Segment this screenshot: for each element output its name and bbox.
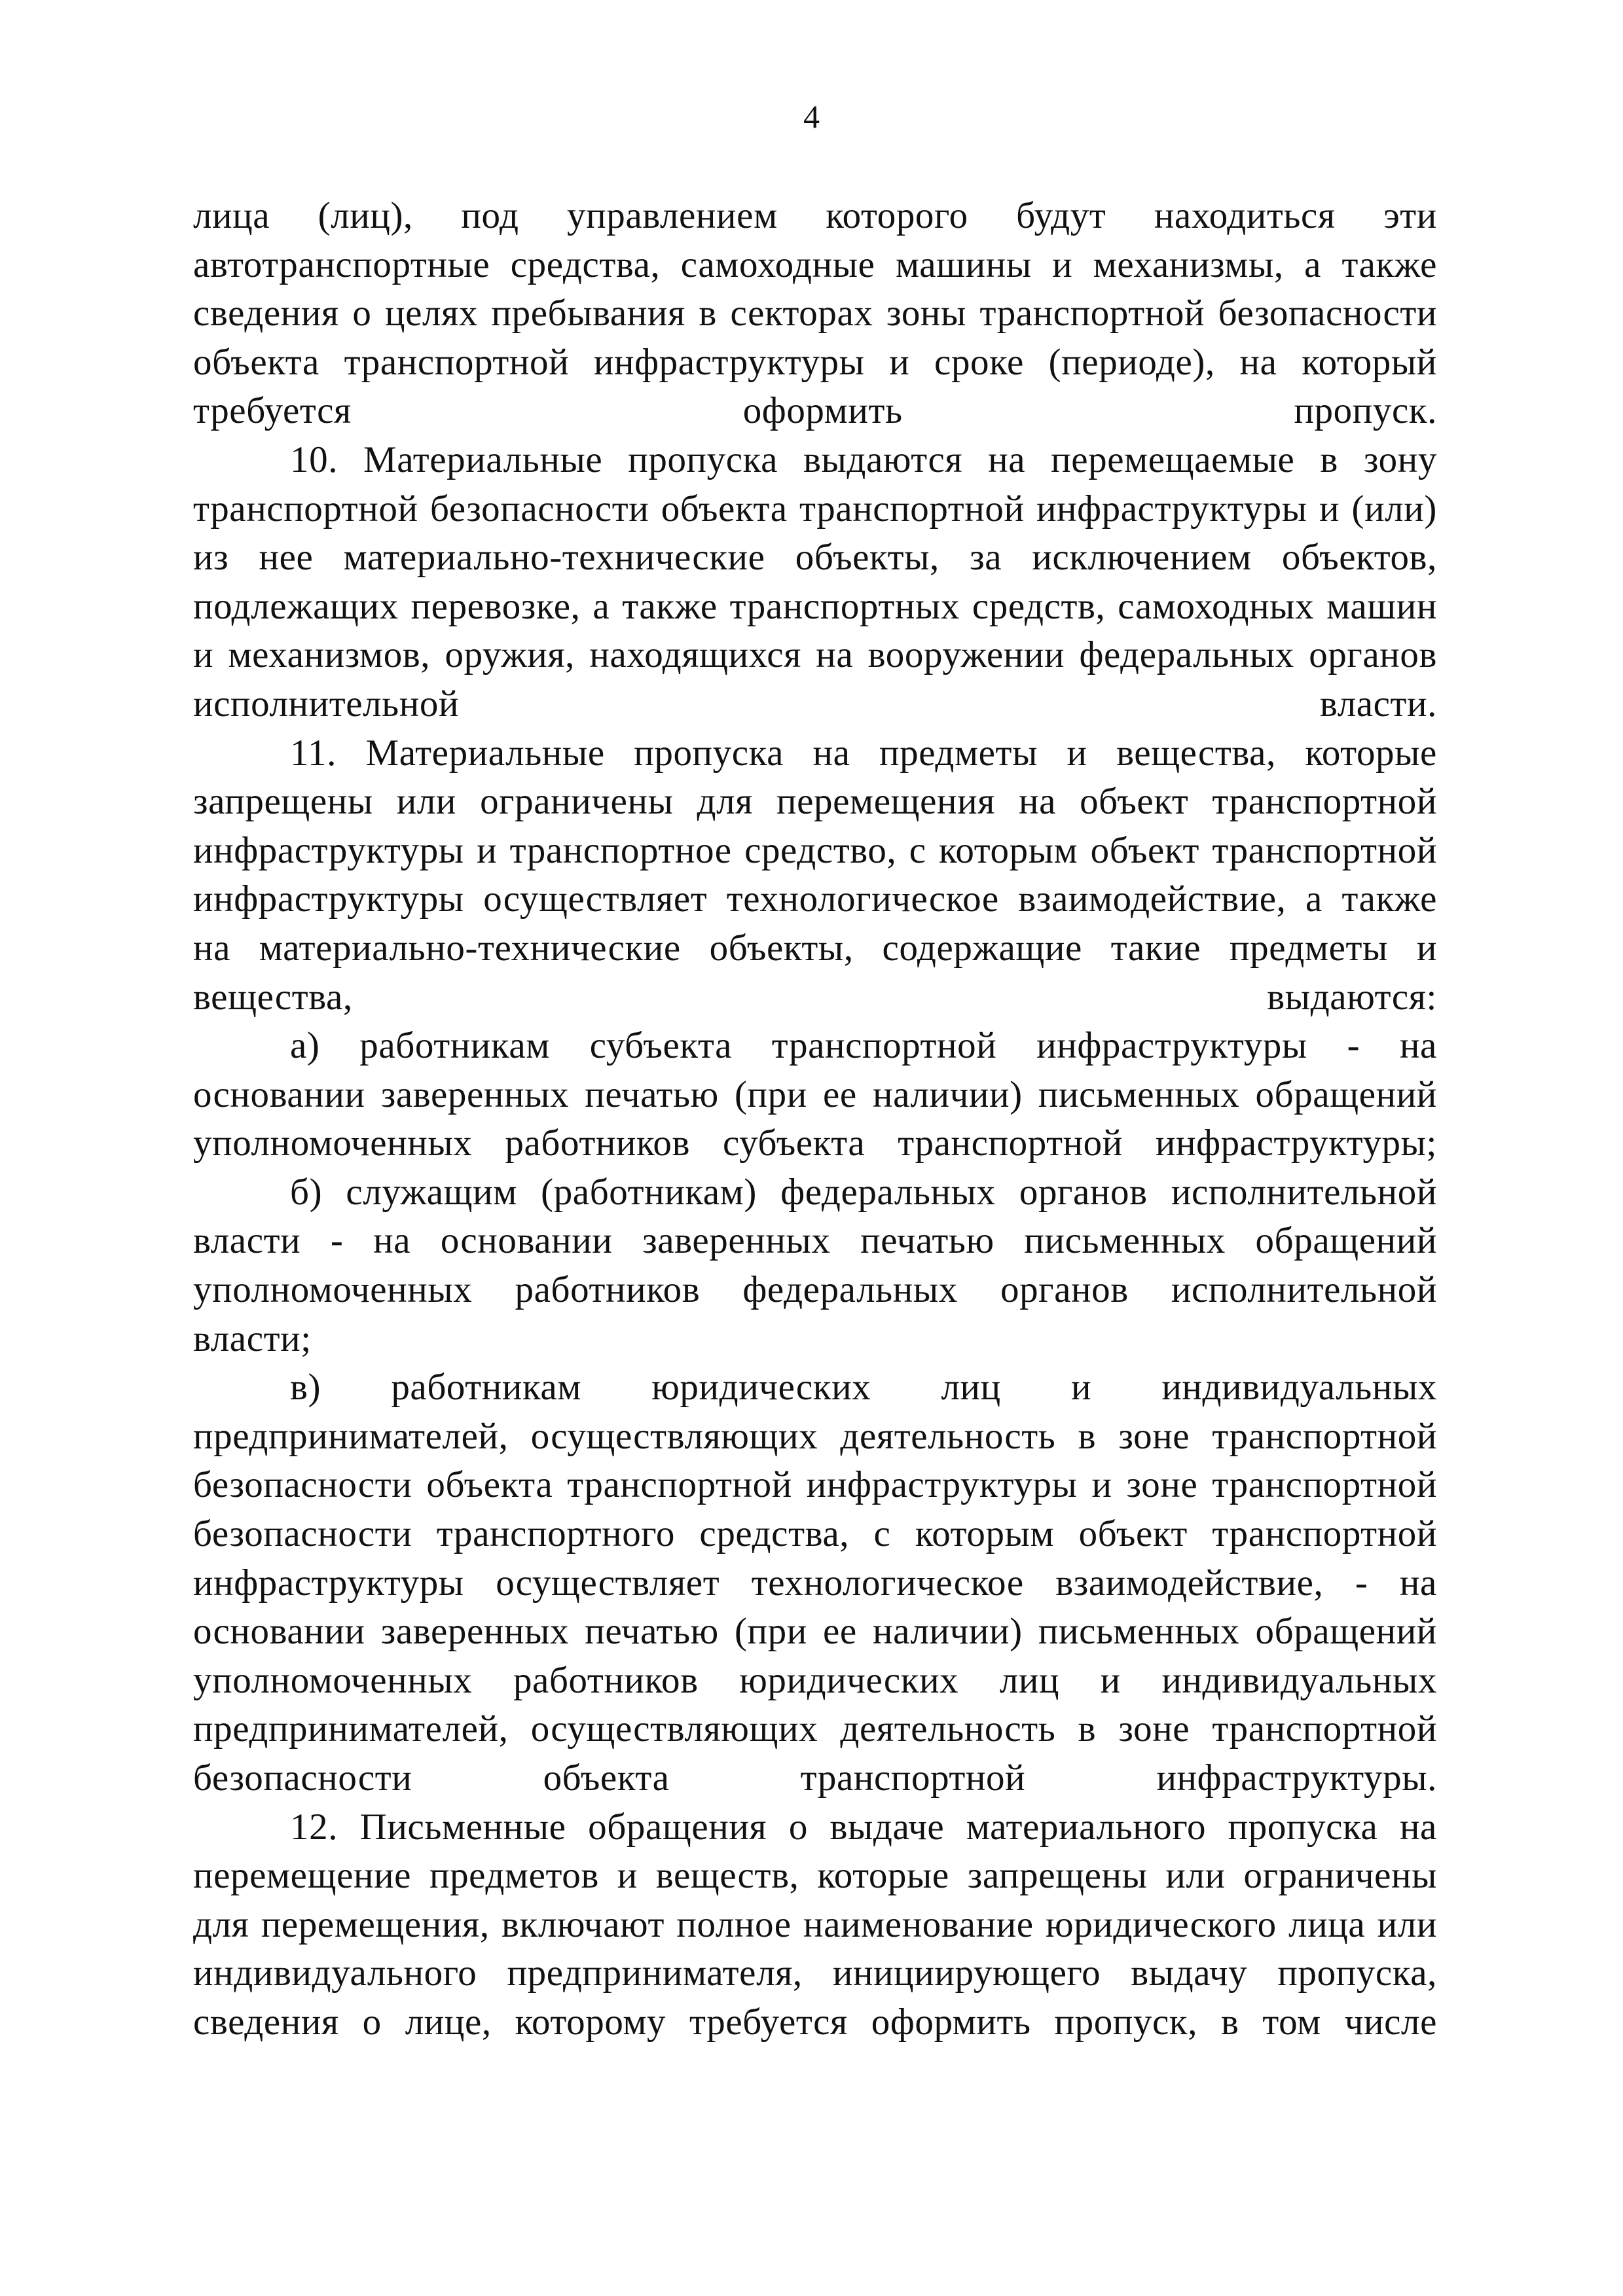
text-line: предпринимателей, осуществляющих деятельность в зоне транспортной: [193, 1708, 1437, 1750]
paragraph-10: [193, 436, 1437, 729]
text-line: 10. Материальные пропуска выдаются на перемещаемые в зону: [290, 439, 1437, 480]
text-line: требуется оформить пропуск.: [193, 390, 1437, 432]
text-line: предпринимателей, осуществляющих деятельность в зоне транспортной: [193, 1415, 1437, 1457]
paragraph-11: [193, 729, 1437, 1022]
text-line: безопасности объекта транспортной инфраструктуры и зоне транспортной: [193, 1464, 1437, 1506]
text-line: объекта транспортной инфраструктуры и сроке (периоде), на который: [193, 341, 1437, 383]
text-line: автотранспортные средства, самоходные машины и механизмы, а также: [193, 243, 1437, 285]
text-line: в) работникам юридических лиц и индивидуальных: [290, 1367, 1437, 1408]
paragraph-11v: [193, 1363, 1437, 1803]
paragraph-cont: [193, 192, 1437, 436]
text-line: безопасности объекта транспортной инфраструктуры.: [193, 1757, 1437, 1799]
text-line: б) служащим (работникам) федеральных органов исполнительной: [290, 1171, 1437, 1213]
paragraph-11b: [193, 1168, 1437, 1363]
text-line: безопасности транспортного средства, с которым объект транспортной: [193, 1513, 1437, 1555]
text-line: инфраструктуры осуществляет технологическое взаимодействие, а также: [193, 878, 1437, 920]
text-line: основании заверенных печатью (при ее наличии) письменных обращений: [193, 1073, 1437, 1115]
document-body: [193, 192, 1437, 2047]
text-line: вещества, выдаются:: [193, 976, 1437, 1018]
text-line: власти;: [193, 1318, 312, 1359]
text-line: сведения о целях пребывания в секторах зоны транспортной безопасности: [193, 293, 1437, 334]
page-number: 4: [803, 98, 820, 135]
text-line: исполнительной власти.: [193, 683, 1437, 725]
text-line: 12. Письменные обращения о выдаче материального пропуска на: [290, 1806, 1437, 1848]
text-line: из нее материально-технические объекты, за исключением объектов,: [193, 537, 1437, 579]
text-line: уполномоченных работников юридических лиц и индивидуальных: [193, 1659, 1437, 1701]
paragraph-11a: [193, 1022, 1437, 1168]
text-line: власти - на основании заверенных печатью письменных обращений: [193, 1220, 1437, 1262]
text-line: основании заверенных печатью (при ее наличии) письменных обращений: [193, 1611, 1437, 1653]
text-line: 11. Материальные пропуска на предметы и вещества, которые: [290, 732, 1437, 774]
text-line: уполномоченных работников федеральных органов исполнительной: [193, 1269, 1437, 1311]
text-line: а) работникам субъекта транспортной инфраструктуры - на: [290, 1025, 1437, 1067]
text-line: инфраструктуры и транспортное средство, с которым объект транспортной: [193, 829, 1437, 871]
text-line: сведения о лице, которому требуется оформить пропуск, в том числе: [193, 2001, 1437, 2043]
text-line: транспортной безопасности объекта транспортной инфраструктуры и (или): [193, 488, 1437, 529]
text-line: для перемещения, включают полное наименование юридического лица или: [193, 1903, 1437, 1945]
text-line: на материально-технические объекты, содержащие такие предметы и: [193, 927, 1437, 969]
paragraph-12: [193, 1803, 1437, 2047]
text-line: уполномоченных работников субъекта транспортной инфраструктуры;: [193, 1122, 1437, 1164]
text-line: инфраструктуры осуществляет технологическое взаимодействие, - на: [193, 1562, 1437, 1604]
text-line: индивидуального предпринимателя, инициирующего выдачу пропуска,: [193, 1952, 1437, 1994]
text-line: подлежащих перевозке, а также транспортных средств, самоходных машин: [193, 585, 1437, 627]
text-line: и механизмов, оружия, находящихся на вооружении федеральных органов: [193, 634, 1437, 676]
text-line: перемещение предметов и веществ, которые запрещены или ограничены: [193, 1855, 1437, 1897]
text-line: лица (лиц), под управлением которого будут находиться эти: [193, 195, 1437, 236]
text-line: запрещены или ограничены для перемещения на объект транспортной: [193, 781, 1437, 823]
